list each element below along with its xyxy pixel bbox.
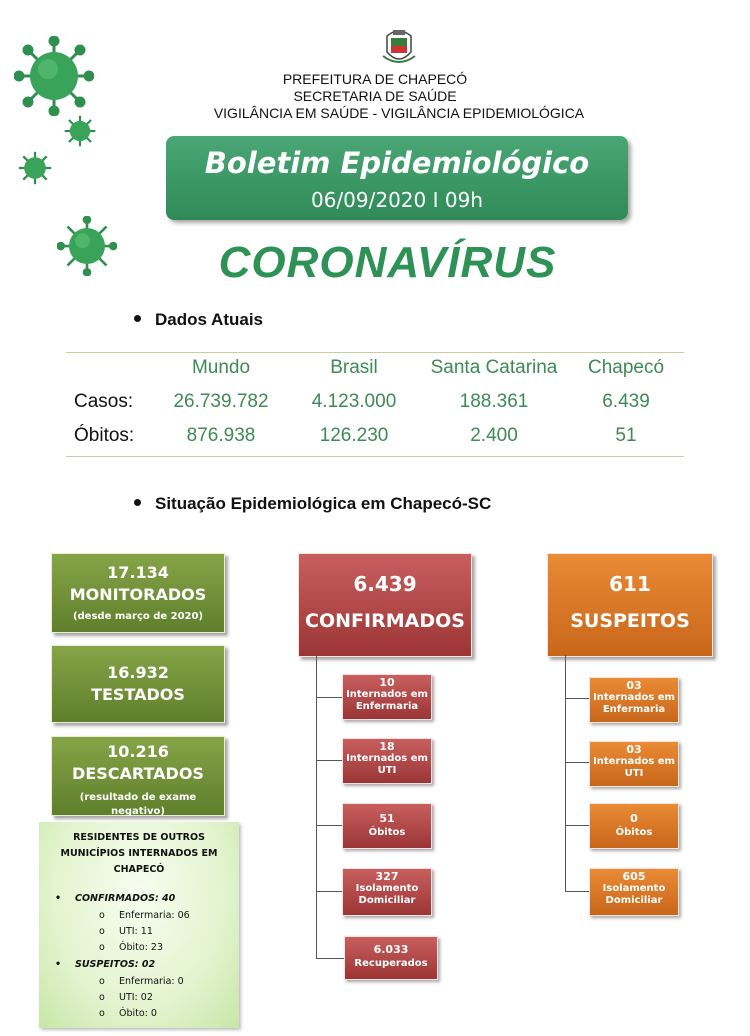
suspected-ward-value: 03 — [626, 679, 642, 692]
cell-cases-brazil: 4.123.000 — [311, 391, 397, 412]
column-header-chapeco: Chapecó — [587, 357, 665, 378]
confirmed-icu-label-2: UTI — [377, 765, 397, 776]
other-residents-title — [39, 830, 239, 878]
confirmed-label: CONFIRMADOS — [305, 610, 465, 632]
residents-suspected-ward: Enfermaria: 0 — [119, 976, 184, 987]
confirmed-box — [298, 553, 472, 657]
bulletin-banner — [166, 136, 628, 220]
discarded-value: 10.216 — [107, 742, 169, 761]
virus-icon — [17, 150, 53, 186]
confirmed-ward-box — [342, 674, 432, 720]
cell-deaths-brazil: 126.230 — [319, 425, 389, 446]
section-heading-text: Situação Epidemiológica em Chapecó-SC — [155, 494, 492, 513]
list-item: o Enfermaria: 0 — [99, 976, 184, 987]
list-item: o Enfermaria: 06 — [99, 910, 190, 921]
confirmed-deaths-value: 51 — [379, 812, 395, 825]
suspected-ward-box — [589, 677, 679, 723]
tested-label: TESTADOS — [91, 685, 185, 704]
residents-suspected-icu: UTI: 02 — [119, 992, 153, 1003]
suspected-home-label: Isolamento — [602, 883, 666, 894]
monitored-note: (desde março de 2020) — [72, 611, 204, 622]
confirmed-home-label: Isolamento — [355, 883, 419, 894]
cell-deaths-chapeco: 51 — [615, 425, 637, 446]
connector-line — [565, 698, 589, 699]
other-residents-box — [39, 822, 239, 1028]
connector-line — [565, 891, 589, 892]
connector-line — [316, 891, 342, 892]
suspected-home-label-2: Domiciliar — [605, 895, 663, 906]
tested-value: 16.932 — [107, 663, 169, 682]
suspected-icu-box — [589, 741, 679, 787]
list-item: • SUSPEITOS: 02 — [55, 959, 156, 970]
confirmed-home-box — [342, 868, 432, 916]
suspected-deaths-label: Óbitos — [615, 827, 653, 838]
connector-line — [316, 655, 317, 959]
suspected-deaths-box — [589, 803, 679, 849]
suspected-icu-label-2: UTI — [624, 768, 644, 779]
monitored-box — [51, 553, 225, 633]
coat-of-arms-icon — [381, 26, 417, 68]
monitored-value: 17.134 — [107, 563, 169, 582]
bullet-icon — [134, 499, 141, 506]
column-header-world: Mundo — [191, 357, 251, 378]
confirmed-icu-label: Internados em — [346, 753, 428, 764]
confirmed-deaths-box — [342, 803, 432, 849]
column-header-sc: Santa Catarina — [430, 357, 558, 378]
confirmed-ward-value: 10 — [379, 676, 395, 689]
tested-box — [51, 645, 225, 723]
residents-confirmed: CONFIRMADOS: 40 — [75, 893, 176, 904]
suspected-icu-label: Internados em — [593, 756, 675, 767]
confirmed-icu-value: 18 — [379, 740, 395, 753]
confirmed-recovered-box — [344, 936, 438, 980]
section-heading-current — [134, 310, 263, 330]
other-residents-title-1: RESIDENTES DE OUTROS — [73, 832, 205, 843]
bulletin-date: 06/09/2020 I 09h — [310, 188, 483, 212]
cell-cases-chapeco: 6.439 — [602, 391, 650, 412]
other-residents-title-3: CHAPECÓ — [113, 864, 165, 875]
confirmed-home-label-2: Domiciliar — [358, 895, 416, 906]
confirmed-ward-label: Internados em — [346, 689, 428, 700]
confirmed-home-value: 327 — [375, 870, 399, 883]
suspected-deaths-value: 0 — [630, 812, 638, 825]
table-rule-top — [66, 352, 684, 353]
cell-cases-world: 26.739.782 — [173, 391, 269, 412]
suspected-value: 611 — [609, 572, 651, 596]
list-item: o UTI: 11 — [99, 926, 153, 937]
row-label-deaths: Óbitos: — [74, 425, 135, 446]
row-label-cases: Casos: — [74, 391, 134, 412]
residents-suspected-deaths: Óbito: 0 — [119, 1008, 157, 1019]
suspected-ward-label: Internados em — [593, 692, 675, 703]
connector-line — [316, 825, 342, 826]
residents-confirmed-icu: UTI: 11 — [119, 926, 153, 937]
connector-line — [316, 760, 342, 761]
residents-suspected: SUSPEITOS: 02 — [75, 959, 156, 970]
suspected-ward-label-2: Enfermaria — [602, 704, 666, 715]
section-heading-text: Dados Atuais — [155, 310, 264, 329]
bulletin-title: Boletim Epidemiológico — [204, 146, 590, 180]
suspected-box — [547, 553, 713, 657]
list-item: o Óbito: 23 — [99, 942, 163, 953]
list-item: • CONFIRMADOS: 40 — [55, 893, 176, 904]
confirmed-ward-label-2: Enfermaria — [355, 701, 419, 712]
cell-cases-sc: 188.361 — [459, 391, 529, 412]
header-line-3: VIGILÂNCIA EM SAÚDE - VIGILÂNCIA EPIDEMIOLÓGICA — [213, 105, 585, 121]
monitored-label: MONITORADOS — [69, 585, 207, 604]
list-item: o UTI: 02 — [99, 992, 153, 1003]
list-item: o Óbito: 0 — [99, 1008, 157, 1019]
connector-line — [565, 825, 589, 826]
section-heading-situation — [134, 494, 491, 514]
bullet-icon — [134, 315, 141, 322]
discarded-note: (resultado de exame negativo) — [79, 792, 197, 817]
residents-confirmed-ward: Enfermaria: 06 — [119, 910, 190, 921]
header-line-1: PREFEITURA DE CHAPECÓ — [282, 71, 468, 87]
residents-confirmed-deaths: Óbito: 23 — [119, 942, 163, 953]
confirmed-recovered-value: 6.033 — [373, 943, 409, 956]
discarded-box — [51, 736, 225, 816]
connector-line — [565, 762, 589, 763]
column-header-brazil: Brasil — [330, 357, 378, 378]
confirmed-deaths-label: Óbitos — [368, 827, 406, 838]
headline: CORONAVÍRUS — [218, 238, 557, 287]
discarded-label: DESCARTADOS — [72, 764, 204, 783]
confirmed-value: 6.439 — [353, 572, 417, 596]
header-line-2: SECRETARIA DE SAÚDE — [293, 88, 457, 104]
confirmed-recovered-label: Recuperados — [354, 958, 428, 969]
confirmed-icu-box — [342, 738, 432, 784]
suspected-home-box — [589, 868, 679, 916]
cell-deaths-sc: 2.400 — [470, 425, 518, 446]
suspected-label: SUSPEITOS — [570, 610, 690, 632]
cell-deaths-world: 876.938 — [186, 425, 256, 446]
table-rule-bottom — [66, 456, 684, 457]
suspected-home-value: 605 — [622, 870, 646, 883]
connector-line — [316, 958, 344, 959]
suspected-icu-value: 03 — [626, 743, 642, 756]
connector-line — [316, 697, 342, 698]
connector-line — [565, 655, 566, 892]
other-residents-title-2: MUNICÍPIOS INTERNADOS EM — [60, 848, 218, 859]
